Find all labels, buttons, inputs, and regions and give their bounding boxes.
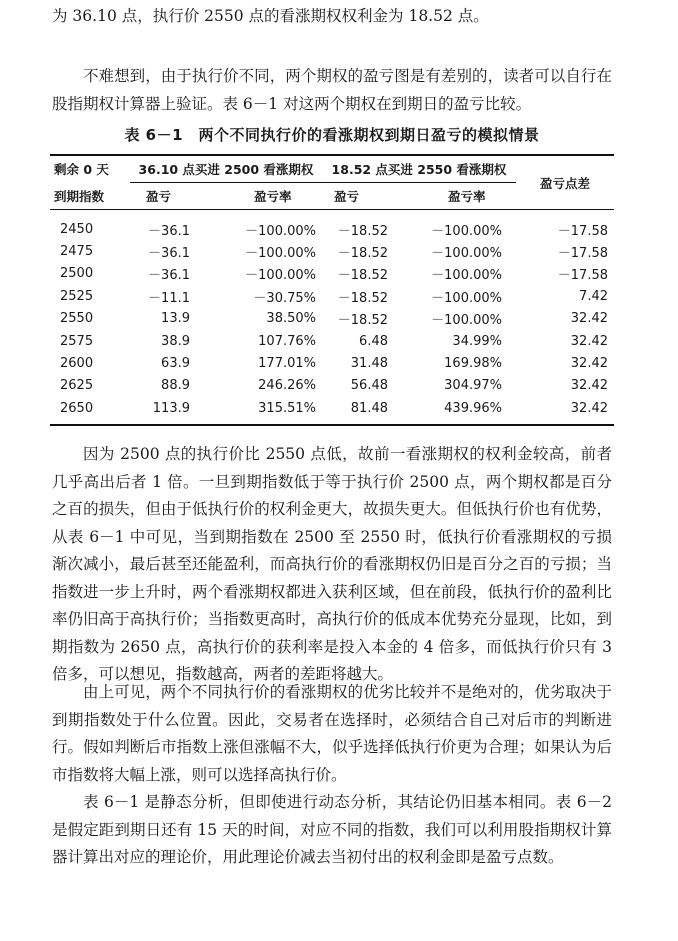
profit-loss-table (50, 154, 614, 426)
table-cell: －100.00% (431, 268, 502, 284)
table-cell: 2550 (60, 311, 94, 327)
table-cell: 81.48 (322, 397, 418, 424)
header-days-left: 剩余 0 天 (50, 155, 130, 183)
table-cell: 32.42 (570, 378, 608, 394)
table-row (50, 352, 614, 374)
table-cell: 2475 (60, 244, 94, 260)
table-cell: 304.97% (444, 378, 502, 394)
table-cell: －17.58 (557, 223, 608, 239)
table-cell: －17.58 (557, 246, 608, 262)
table-cell: 6.48 (359, 333, 388, 349)
table-cell: 63.9 (161, 356, 190, 372)
table-cell: 13.9 (161, 311, 190, 327)
table-row (50, 263, 614, 285)
table-row (50, 285, 614, 307)
header-group-b: 18.52 点买进 2550 看涨期权 (322, 155, 516, 183)
table-cell: 2625 (60, 378, 94, 394)
table-cell: －100.00% (431, 223, 502, 239)
paragraph-intro: 不难想到，由于执行价不同，两个期权的盈亏图是有差别的，读者可以自行在股指期权计算器上验证。表 6－1 对这两个期权在到期日的盈亏比较。 (52, 67, 612, 113)
table-cell: 2600 (60, 356, 94, 372)
table-cell: 56.48 (350, 378, 388, 394)
table-cell: 32.42 (570, 311, 608, 327)
table-cell: 113.9 (130, 397, 228, 424)
table-row (50, 240, 614, 262)
table-cell: －36.1 (148, 268, 190, 284)
table-cell: 2525 (60, 288, 94, 304)
header-rate-b: 盈亏率 (418, 183, 516, 210)
header-diff: 盈亏点差 (516, 155, 614, 210)
table-cell: 38.50% (266, 311, 316, 327)
table-cell: 7.42 (579, 288, 608, 304)
header-pnl-a: 盈亏 (130, 183, 228, 210)
table-row (50, 330, 614, 352)
table-cell: 31.48 (350, 356, 388, 372)
table-cell: 2450 (60, 221, 94, 237)
table-row (50, 375, 614, 397)
table-row (50, 210, 614, 241)
table-body (50, 210, 614, 425)
table-cell: 32.42 (570, 333, 608, 349)
table-cell: －18.52 (337, 223, 388, 239)
table-cell: －11.1 (148, 290, 190, 306)
table-cell: 32.42 (570, 356, 608, 372)
table-cell: 38.9 (161, 333, 190, 349)
table-cell: －36.1 (148, 223, 190, 239)
table-cell: 315.51% (228, 397, 322, 424)
paragraph-dynamic: 表 6－1 是静态分析，但即使进行动态分析，其结论仍旧基本相同。表 6－2 是假定距到期日还有 15 天的时间，对应不同的指数，我们可以利用股指期权计算器计算出对应的理论价，用此理论价减去当初付出的权利金即是盈亏点数。 (52, 793, 612, 866)
table-cell: 88.9 (161, 378, 190, 394)
paragraph-analysis: 因为 2500 点的执行价比 2550 点低，故前一看涨期权的权利金较高，前者几乎高出后者 1 倍。一旦到期指数低于等于执行价 2500 点，两个期权都是百分之百的损失，但由于低执行价的权利金更大，故损失更大。但低执行价也有优势，从表 6－1 中可见，当到期指数在 2500 至 2550 时，低执行价看涨期权的亏损渐次减小，最后甚至还能盈利，而高执行价的看涨期权仍旧是百分之百的亏损；当指数进一步上升时，两个看涨期权都进入获利区域，但在前段，低执行价的盈利比率仍旧高于高执行价；当指数更高时，高执行价的低成本优势充分显现，比如，到期指数为 2650 点，高执行价的获利率是投入本金的 4 倍多，而低执行价只有 3 倍多，可以想见，指数越高，两者的差距将越大。 (52, 445, 612, 683)
table-cell: 2650 (50, 397, 130, 424)
table-cell: －100.00% (245, 223, 316, 239)
table-cell: 246.26% (258, 378, 316, 394)
table-cell: －100.00% (431, 290, 502, 306)
table-header-row (50, 155, 614, 183)
header-rate-a: 盈亏率 (228, 183, 322, 210)
table-cell: 107.76% (258, 333, 316, 349)
table-cell: 439.96% (418, 397, 516, 424)
header-group-a: 36.10 点买进 2500 看涨期权 (130, 155, 322, 183)
table-caption: 表 6－1 两个不同执行价的看涨期权到期日盈亏的模拟情景 (124, 126, 540, 144)
table-cell: 32.42 (516, 397, 614, 424)
table-cell: －36.1 (148, 246, 190, 262)
table-cell: －30.75% (253, 290, 316, 306)
table-cell: 2500 (60, 266, 94, 282)
table-cell: －100.00% (245, 246, 316, 262)
table-cell: －100.00% (245, 268, 316, 284)
table-cell: －18.52 (337, 290, 388, 306)
header-expiry-index: 到期指数 (50, 183, 130, 210)
table-cell: 177.01% (258, 356, 316, 372)
paragraph-conclusion: 由上可见，两个不同执行价的看涨期权的优劣比较并不是绝对的，优劣取决于到期指数处于什么位置。因此，交易者在选择时，必须结合自己对后市的判断进行。假如判断后市指数上涨但涨幅不大，似乎选择低执行价更为合理；如果认为后市指数将大幅上涨，则可以选择高执行价。 (52, 683, 612, 784)
table-row (50, 308, 614, 330)
table-row (50, 397, 614, 424)
table-cell: －100.00% (431, 246, 502, 262)
table-cell: －18.52 (337, 313, 388, 329)
table-cell: 2575 (60, 333, 94, 349)
table-cell: －100.00% (431, 313, 502, 329)
table-cell: －17.58 (557, 268, 608, 284)
table-cell: 169.98% (444, 356, 502, 372)
table-cell: －18.52 (337, 246, 388, 262)
paragraph-continuation: 为 36.10 点，执行价 2550 点的看涨期权权利金为 18.52 点。 (52, 7, 489, 25)
table-cell: －18.52 (337, 268, 388, 284)
header-pnl-b: 盈亏 (322, 183, 418, 210)
table-cell: 34.99% (452, 333, 502, 349)
